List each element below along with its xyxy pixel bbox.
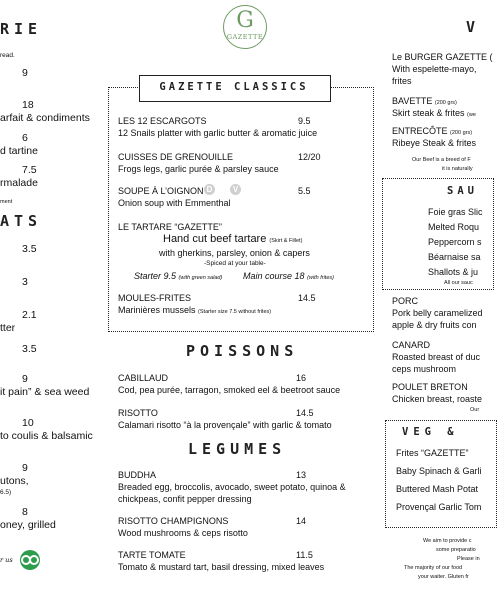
gazette-logo [223,5,267,49]
item-price: 12/20 [298,152,321,162]
section-title-starters: ATS [0,212,43,230]
item-description: rmalade [0,177,38,189]
sauce-item: Foie gras Slic [428,207,483,217]
bavette-note: (we [467,112,476,118]
section-title-poissons: POISSONS [186,342,299,360]
item-description: it pain” & sea weed [0,386,90,398]
price: 9 [22,373,28,385]
footer-note: The majority of our food [404,565,463,571]
tartare-starter [134,271,222,281]
tartare-main-text: Main course 18 [243,271,305,281]
tartare-line2: with gherkins, parsley, onion & capers [159,248,310,258]
item-description: Chicken breast, roaste [392,394,483,404]
side-item: Buttered Mash Potat [396,484,479,494]
tartare-main [243,271,334,281]
item-name [392,96,457,106]
side-item: Baby Spinach & Garli [396,466,482,476]
note-text: ment [0,199,13,205]
tartare-starter-note: (with green salad) [178,275,223,281]
item-price: 5.5 [298,186,311,196]
entrecote-name: ENTRECÔTE [392,126,448,136]
price: 3 [22,276,28,288]
dairy-free-icon: D [204,184,215,195]
price: 7.5 [22,164,37,176]
price: 9 [22,462,28,474]
item-description: Cod, pea purée, tarragon, smoked eel & beetroot sauce [118,385,341,395]
item-name: MOULES-FRITES [118,293,192,303]
sauce-item: Béarnaise sa [428,252,481,262]
item-description: Roasted breast of duc [392,352,481,362]
note-text: 6.5) [0,489,12,496]
price: 6 [22,132,28,144]
tartare-main-note: (with frites) [307,275,334,281]
footer-note: your waiter. Gluten fr [418,574,469,580]
item-description: Frogs legs, garlic purée & parsley sauce [118,164,279,174]
bavette-desc: Skirt steak & frites [392,108,465,118]
moules-note: (Starter size 7.5 without frites) [198,309,272,315]
item-description: d tartine [0,145,38,157]
item-description: Pork belly caramelized [392,308,483,318]
item-description: Breaded egg, broccolis, avocado, sweet potato, quinoa & [118,482,346,492]
footer-note: We aim to provide c [423,538,472,544]
item-price: 9.5 [298,116,311,126]
review-text: r us [0,556,13,564]
item-price: 16 [296,373,307,383]
section-title-legumes: LEGUMES [188,440,287,458]
sauce-item: Melted Roqu [428,222,480,232]
price: 3.5 [22,343,37,355]
veg-title: VEG & [402,426,459,438]
tripadvisor-logo-icon [20,550,40,570]
footer-note: Please in [457,556,480,562]
tartare-starter-text: Starter 9.5 [134,271,177,281]
item-price: 14 [296,516,307,526]
item-name: Le BURGER GAZETTE ( [392,52,493,62]
item-name: TARTE TOMATE [118,550,186,560]
item-price: 14.5 [298,293,316,303]
tartare-line1 [163,233,302,245]
price: 8 [22,506,28,518]
item-description: chickpeas, confit pepper dressing [118,494,252,504]
sauce-item: Peppercorn s [428,237,482,247]
item-description: oney, grilled [0,519,56,531]
note-text: read. [0,52,15,59]
price: 10 [22,417,34,429]
item-price: 13 [296,470,307,480]
note-text: Our [470,407,480,413]
tartare-line3: -Spiced at your table- [204,260,266,267]
item-description [392,108,476,118]
price: 3.5 [22,243,37,255]
sauce-item: Shallots & ju [428,267,479,277]
logo-letter: G [236,8,254,33]
item-price: 14.5 [296,408,314,418]
item-description: 12 Snails platter with garlic butter & aromatic juice [118,128,318,138]
bavette-weight: (200 grs) [434,100,457,106]
item-description: Wood mushrooms & ceps risotto [118,528,248,538]
item-description: apple & dry fruits con [392,320,477,330]
moules-desc-text: Marinières mussels [118,305,196,315]
footer-note: some preparatio [436,547,476,553]
entrecote-weight: (200 grs) [450,130,473,136]
item-description: Tomato & mustard tart, basil dressing, mixed leaves [118,562,325,572]
section-title-viandes: V [466,18,481,36]
item-description: arfait & condiments [0,112,90,124]
item-name: RISOTTO [118,408,158,418]
item-description: ceps mushroom [392,364,457,374]
sauces-title: SAU [447,185,478,197]
item-name: CABILLAUD [118,373,169,383]
tartare-line1-note: (Skirt & Fillet) [269,238,303,244]
item-description: Calamari risotto “à la provençale” with garlic & tomato [118,420,332,430]
vegetarian-icon: V [230,184,241,195]
item-name: LE TARTARE “GAZETTE” [118,222,222,232]
note-text: Our Beef is a breed of F [412,157,471,163]
item-description: to coulis & balsamic [0,430,93,442]
price: 18 [22,99,34,111]
item-name: CUISSES DE GRENOUILLE [118,152,234,162]
classics-title: GAZETTE CLASSICS [159,81,309,93]
logo-word: GAZETTE [226,33,264,41]
bavette-name: BAVETTE [392,96,433,106]
side-item: Frites “GAZETTE” [396,448,469,458]
item-description: Onion soup with Emmenthal [118,198,231,208]
item-description: frites [392,76,412,86]
note-text: it is naturally [442,166,473,172]
item-name: BUDDHA [118,470,157,480]
item-description [118,305,271,315]
section-title-charcuterie: RIE [0,20,43,38]
item-name: POULET BRETON [392,382,468,392]
item-name: PORC [392,296,419,306]
price: 2.1 [22,309,37,321]
item-description: With espelette-mayo, [392,64,477,74]
tartare-line1-text: Hand cut beef tartare [163,233,267,245]
item-description: tter [0,322,16,334]
item-name: LES 12 ESCARGOTS [118,116,207,126]
side-item: Provençal Garlic Tom [396,502,482,512]
item-name: SOUPE À L’OIGNON [118,186,204,196]
item-name: RISOTTO CHAMPIGNONS [118,516,229,526]
item-description: Ribeye Steak & frites [392,138,477,148]
item-name [392,126,472,136]
price: 9 [22,67,28,79]
item-price: 11.5 [296,550,313,560]
note-text: All our sauc [444,280,473,286]
item-name: CANARD [392,340,431,350]
item-description: utons, [0,475,29,487]
